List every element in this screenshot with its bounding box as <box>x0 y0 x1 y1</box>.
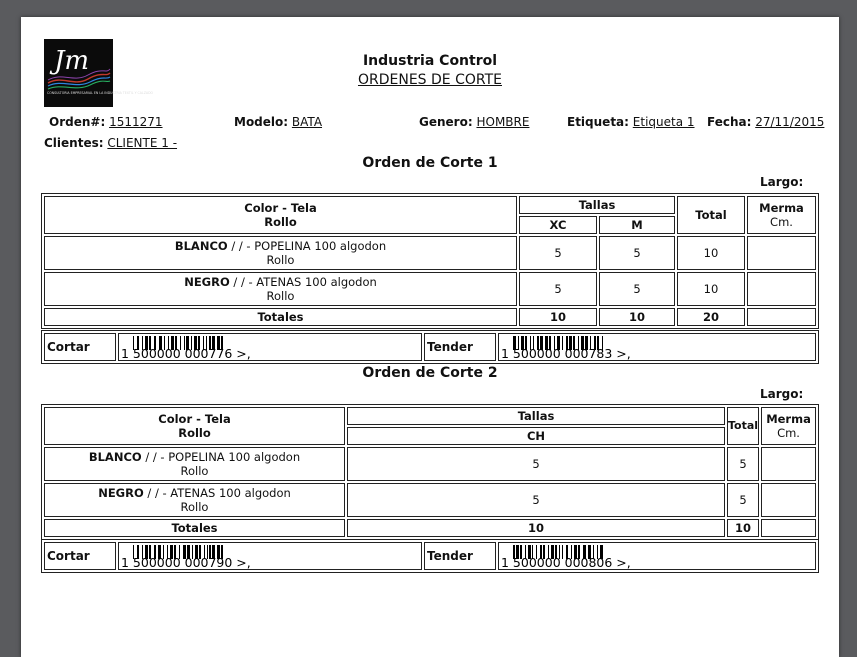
tender-barcode <box>498 333 816 361</box>
totals-row <box>44 519 816 537</box>
size-header: CH <box>347 427 725 445</box>
order-1-table <box>41 193 819 329</box>
cortar-barcode <box>118 542 422 570</box>
table-header-row <box>44 407 816 425</box>
color-cell: BLANCO / / - POPELINA 100 algodon Rollo <box>44 236 517 270</box>
row-total-cell: 5 <box>727 447 759 481</box>
color-header: Color - Tela Rollo <box>44 407 345 445</box>
merma-cell <box>761 483 816 517</box>
totals-label: Totales <box>44 308 517 326</box>
orden-number: 1511271 <box>109 115 163 129</box>
barcode-text: 1 500000 000783 >, <box>501 346 631 361</box>
cortar-label: Cortar <box>44 333 116 361</box>
size-total-cell: 10 <box>599 308 675 326</box>
grand-total-cell: 20 <box>677 308 745 326</box>
barcode-text: 1 500000 000790 >, <box>121 555 251 570</box>
table-row <box>44 236 816 270</box>
tallas-header: Tallas <box>519 196 675 214</box>
color-header: Color - Tela Rollo <box>44 196 517 234</box>
totals-row <box>44 308 816 326</box>
table-row <box>44 483 816 517</box>
merma-header: Merma Cm. <box>747 196 816 234</box>
cortar-barcode <box>118 333 422 361</box>
qty-cell: 5 <box>347 447 725 481</box>
size-header: M <box>599 216 675 234</box>
order-1-title: Orden de Corte 1 <box>362 155 498 171</box>
app-title: Industria Control <box>362 53 498 69</box>
modelo-value: BATA <box>291 115 323 129</box>
size-total-cell: 10 <box>519 308 597 326</box>
size-header: XC <box>519 216 597 234</box>
merma-cell <box>747 236 816 270</box>
order-1-barcodes <box>41 330 819 364</box>
row-total-cell: 10 <box>677 272 745 306</box>
meta-modelo: Modelo: BATA <box>234 115 323 129</box>
qty-cell: 5 <box>599 272 675 306</box>
order-1-largo-label: Largo: <box>760 175 804 189</box>
color-cell: BLANCO / / - POPELINA 100 algodon Rollo <box>44 447 345 481</box>
qty-cell: 5 <box>599 236 675 270</box>
tender-label: Tender <box>424 333 496 361</box>
order-2-title: Orden de Corte 2 <box>362 365 498 381</box>
document-page <box>21 17 839 657</box>
barcode-text: 1 500000 000806 >, <box>501 555 631 570</box>
barcode-text: 1 500000 000776 >, <box>121 346 251 361</box>
meta-fecha: Fecha: 27/11/2015 <box>707 115 825 129</box>
order-2-table <box>41 404 819 540</box>
qty-cell: 5 <box>519 272 597 306</box>
genero-value: HOMBRE <box>476 115 530 129</box>
table-row <box>44 272 816 306</box>
grand-total-cell: 10 <box>727 519 759 537</box>
merma-cell <box>747 272 816 306</box>
qty-cell: 5 <box>347 483 725 517</box>
meta-genero: Genero: HOMBRE <box>419 115 530 129</box>
logo-monogram: Jm <box>54 46 90 76</box>
meta-clientes: Clientes: CLIENTE 1 - <box>44 136 178 150</box>
size-total-cell: 10 <box>347 519 725 537</box>
total-header: Total <box>727 407 759 445</box>
fecha-value: 27/11/2015 <box>755 115 825 129</box>
merma-total-cell <box>747 308 816 326</box>
table-header-row <box>44 196 816 214</box>
cortar-label: Cortar <box>44 542 116 570</box>
row-total-cell: 5 <box>727 483 759 517</box>
tender-label: Tender <box>424 542 496 570</box>
order-2-largo-label: Largo: <box>760 387 804 401</box>
logo-tagline: CONSULTORIA EMPRESARIAL EN LA INDUSTRIA TEXTIL Y CALZADO <box>47 91 154 95</box>
merma-cell <box>761 447 816 481</box>
document-subtitle: ORDENES DE CORTE <box>357 72 502 88</box>
merma-header: Merma Cm. <box>761 407 816 445</box>
table-row <box>44 447 816 481</box>
etiqueta-value: Etiqueta 1 <box>632 115 695 129</box>
order-2-barcodes <box>41 539 819 573</box>
color-cell: NEGRO / / - ATENAS 100 algodon Rollo <box>44 483 345 517</box>
clientes-value: CLIENTE 1 - <box>107 136 178 150</box>
row-total-cell: 10 <box>677 236 745 270</box>
totals-label: Totales <box>44 519 345 537</box>
total-header: Total <box>677 196 745 234</box>
tallas-header: Tallas <box>347 407 725 425</box>
merma-total-cell <box>761 519 816 537</box>
meta-orden: Orden#: 1511271 <box>49 115 163 129</box>
meta-etiqueta: Etiqueta: Etiqueta 1 <box>567 115 695 129</box>
tender-barcode <box>498 542 816 570</box>
qty-cell: 5 <box>519 236 597 270</box>
color-cell: NEGRO / / - ATENAS 100 algodon Rollo <box>44 272 517 306</box>
